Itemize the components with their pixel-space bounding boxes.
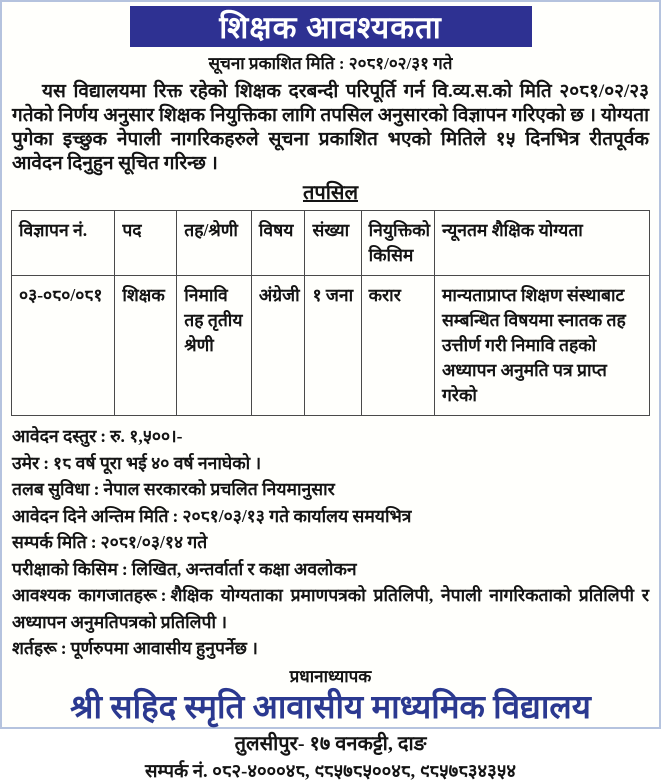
col-header-min-qualification: न्यूनतम शैक्षिक योग्यता — [434, 211, 649, 276]
signatory-title: प्रधानाध्यापक — [289, 666, 372, 686]
tapsil-heading: तपसिल — [302, 182, 359, 204]
cell-advert-no: ०३-०८०/०८१ — [12, 276, 115, 416]
contact-numbers: सम्पर्क नं. ०८२-४०००४८, ९८५७८५००४८, ९८५७८३४३५४ — [145, 761, 516, 782]
detail-value: रु. १,५००।- — [110, 426, 183, 446]
detail-value: शैक्षिक योग्यताका प्रमाणपत्रको प्रतिलिपी, नेपाली नागरिकताको प्रतिलिपी र अध्यापन अनुमतिपत्रको प्रतिलिपी । — [12, 585, 649, 632]
details-section — [12, 423, 649, 662]
detail-label: आवेदन दस्तुर — [12, 426, 97, 446]
detail-label: आवेदन दिने अन्तिम मिति — [12, 505, 169, 526]
detail-label: शर्तहरू — [12, 638, 57, 658]
detail-separator: : — [172, 505, 179, 526]
vacancy-table — [11, 210, 650, 416]
detail-label: आवश्यक कागजातहरू — [12, 585, 157, 605]
col-header-post: पद — [115, 211, 177, 276]
school-name: श्री सहिद स्मृति आवासीय माध्यमिक विद्यालय — [70, 689, 591, 726]
detail-separator: : — [160, 585, 167, 605]
detail-line-conditions — [12, 635, 649, 662]
detail-separator: : — [60, 638, 67, 658]
detail-line-application-fee — [12, 423, 649, 450]
detail-line-exam-type — [12, 556, 649, 583]
col-header-advert-no: विज्ञापन नं. — [12, 211, 115, 276]
detail-value: पूर्णरुपमा आवासीय हुनुपर्नेछ । — [70, 638, 258, 658]
detail-label: उमेर — [12, 452, 40, 473]
published-date-line: सूचना प्रकाशित मिति : २०८१/०२/३१ गते — [208, 54, 453, 73]
detail-label: परीक्षाको किसिम — [12, 558, 118, 579]
detail-separator: : — [100, 426, 107, 446]
cell-number: १ जना — [305, 276, 361, 416]
intro-paragraph: यस विद्यालयमा रिक्त रहेको शिक्षक दरबन्दी परिपूर्ति गर्न वि.व्य.स.को मिति २०८१/०२/२३ गतेको निर्णय अनुसार शिक्षक नियुक्तिका लागि तपसिल अनुसारको विज्ञापन गरिएको छ । योग्यता पुगेका इच्छुक नेपाली नागरिकहरुले सूचना प्रकाशित भएको मितिले १५ दिनभित्र रीतपूर्वक आवेदन दिनुहुन सूचित गरिन्छ । — [12, 81, 649, 174]
notice-title-banner — [130, 6, 532, 47]
detail-line-required-documents — [12, 582, 649, 635]
detail-value: २०८१/०३/१४ गते — [100, 532, 208, 552]
detail-separator: : — [90, 532, 97, 552]
detail-value: लिखित, अन्तर्वार्ता र कक्षा अवलोकन — [131, 558, 357, 579]
cell-appointment-type: करार — [361, 276, 434, 416]
detail-separator: : — [121, 558, 128, 579]
col-header-number: संख्या — [305, 211, 361, 276]
detail-separator: : — [93, 479, 100, 499]
detail-line-salary — [12, 476, 649, 503]
detail-line-contact-date — [12, 529, 649, 556]
detail-value: १८ वर्ष पूरा भई ४० वर्ष ननाघेको । — [53, 452, 262, 473]
detail-line-age — [12, 450, 649, 477]
table-row — [12, 276, 650, 416]
cell-post: शिक्षक — [115, 276, 177, 416]
detail-label: तलब सुविधा — [12, 479, 90, 499]
detail-value: २०८१/०३/१३ गते कार्यालय समयभित्र — [182, 505, 412, 526]
school-address: तुलसीपुर- १७ वनकट्टी, दाङ — [234, 732, 427, 755]
col-header-level-grade: तह/श्रेणी — [177, 211, 252, 276]
cell-subject: अंग्रेजी — [251, 276, 305, 416]
detail-label: सम्पर्क मिति — [12, 532, 87, 552]
detail-value: नेपाल सरकारको प्रचलित नियमानुसार — [103, 479, 335, 499]
cell-level-grade: निमावि तह तृतीय श्रेणी — [177, 276, 252, 416]
cell-min-qualification: मान्यताप्राप्त शिक्षण संस्थाबाट सम्बन्धित विषयमा स्नातक तह उत्तीर्ण गरी निमावि तहको अध्यापन अनुमति पत्र प्राप्त गरेको — [434, 276, 649, 416]
notice-title: शिक्षक आवश्यकता — [219, 9, 442, 45]
detail-line-deadline — [12, 503, 649, 530]
table-header-row — [12, 211, 650, 276]
detail-separator: : — [43, 452, 50, 473]
col-header-appointment-type: नियुक्तिको किसिम — [361, 211, 434, 276]
col-header-subject: विषय — [251, 211, 305, 276]
